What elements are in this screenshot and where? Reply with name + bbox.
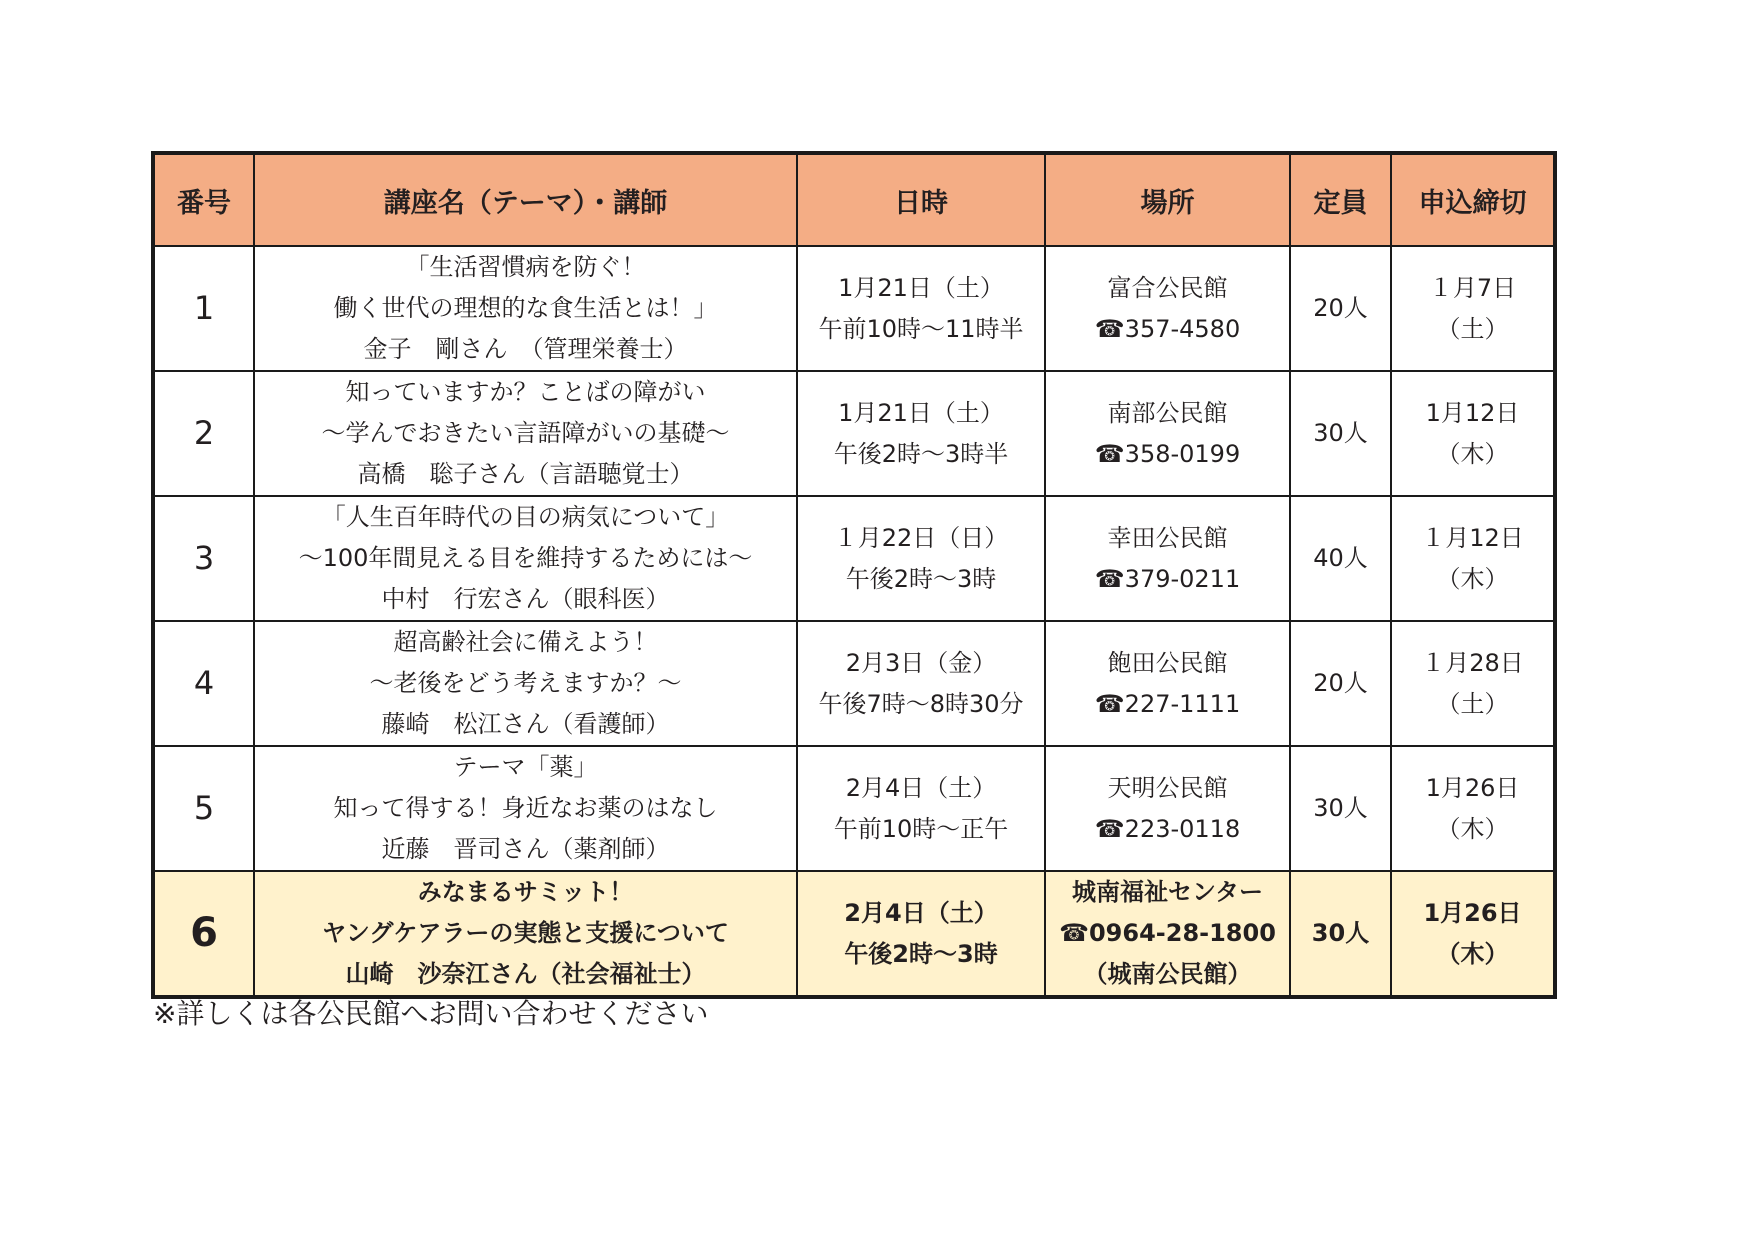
- venue-phone: [1046, 434, 1289, 475]
- date-text: 2月4日（土）: [845, 773, 997, 802]
- lecture-schedule-table: [151, 151, 1557, 999]
- course-instructor-line: 金子 剛さん （管理栄養士）: [363, 335, 688, 363]
- row-number: 6: [153, 871, 254, 997]
- deadline-weekday: （木）: [1436, 564, 1509, 593]
- deadline-weekday: （木）: [1436, 439, 1509, 468]
- course-title-line: 超高齢社会に備えよう！: [393, 628, 658, 656]
- venue-phone: [1046, 309, 1289, 350]
- table-row: [153, 496, 1555, 621]
- phone-icon: ☎: [1094, 564, 1125, 593]
- venue-name: 幸田公民館: [1107, 523, 1228, 552]
- row-number: 2: [153, 371, 254, 496]
- deadline-date: 1月12日: [1425, 398, 1520, 427]
- datetime-cell: [797, 371, 1045, 496]
- phone-number: 379-0211: [1124, 564, 1241, 593]
- table-row: [153, 371, 1555, 496]
- date-text: 1月21日（土）: [838, 398, 1004, 427]
- capacity-cell: 40人: [1290, 496, 1391, 621]
- capacity-cell: 30人: [1290, 871, 1391, 997]
- course-title-cell: [254, 496, 797, 621]
- deadline-cell: [1391, 871, 1555, 997]
- venue-note: （城南公民館）: [1083, 960, 1252, 988]
- course-title-cell: [254, 371, 797, 496]
- date-text: 1月21日（土）: [838, 273, 1004, 302]
- phone-number: 0964-28-1800: [1088, 919, 1276, 947]
- date-text: 2月4日（土）: [844, 898, 998, 927]
- venue-name: 富合公民館: [1107, 273, 1228, 302]
- table-row: [153, 746, 1555, 871]
- course-title-line: 「人生百年時代の目の病気について」: [321, 503, 730, 531]
- venue-cell: [1045, 371, 1290, 496]
- datetime-cell: [797, 246, 1045, 371]
- course-instructor-line: 山崎 沙奈江さん（社会福祉士）: [345, 960, 706, 988]
- header-capacity: 定員: [1290, 153, 1391, 246]
- table-row-highlighted: [153, 871, 1555, 997]
- phone-icon: ☎: [1059, 919, 1089, 947]
- deadline-cell: [1391, 746, 1555, 871]
- course-title-line: テーマ「薬」: [453, 753, 598, 781]
- venue-cell: [1045, 621, 1290, 746]
- header-datetime: 日時: [797, 153, 1045, 246]
- phone-number: 358-0199: [1124, 439, 1241, 468]
- deadline-date: １月12日: [1421, 523, 1524, 552]
- time-text: 午後2時～3時半: [833, 439, 1009, 468]
- header-course-title: 講座名（テーマ）・講師: [254, 153, 797, 246]
- phone-number: 357-4580: [1124, 314, 1241, 343]
- capacity-cell: 20人: [1290, 246, 1391, 371]
- course-instructor-line: 中村 行宏さん（眼科医）: [381, 585, 670, 613]
- time-text: 午後2時～3時: [844, 939, 998, 968]
- phone-number: 223-0118: [1124, 814, 1241, 843]
- venue-name: 天明公民館: [1107, 773, 1228, 802]
- course-title-line: ～学んでおきたい言語障がいの基礎～: [321, 419, 730, 447]
- venue-phone: [1046, 559, 1289, 600]
- phone-icon: ☎: [1094, 814, 1125, 843]
- venue-name: 南部公民館: [1107, 398, 1228, 427]
- deadline-date: １月28日: [1421, 648, 1524, 677]
- table-row: [153, 621, 1555, 746]
- table-header-row: [153, 153, 1555, 246]
- datetime-cell: [797, 621, 1045, 746]
- capacity-cell: 30人: [1290, 371, 1391, 496]
- course-title-cell: [254, 621, 797, 746]
- course-title-line: 知って得する！身近なお薬のはなし: [333, 794, 718, 822]
- course-title-line: ヤングケアラーの実態と支援について: [322, 919, 729, 947]
- phone-number: 227-1111: [1124, 689, 1241, 718]
- deadline-cell: [1391, 496, 1555, 621]
- course-title-line: 知っていますか？ことばの障がい: [345, 378, 706, 406]
- header-number: 番号: [153, 153, 254, 246]
- datetime-cell: [797, 871, 1045, 997]
- deadline-weekday: （木）: [1436, 814, 1509, 843]
- date-text: 2月3日（金）: [845, 648, 997, 677]
- deadline-cell: [1391, 371, 1555, 496]
- row-number: 3: [153, 496, 254, 621]
- course-title-cell: [254, 246, 797, 371]
- course-instructor-line: 藤崎 松江さん（看護師）: [381, 710, 670, 738]
- deadline-date: 1月26日: [1423, 898, 1522, 927]
- venue-cell: [1045, 496, 1290, 621]
- deadline-date: 1月26日: [1425, 773, 1520, 802]
- time-text: 午前10時～11時半: [818, 314, 1024, 343]
- table-row: [153, 246, 1555, 371]
- capacity-cell: 20人: [1290, 621, 1391, 746]
- capacity-cell: 30人: [1290, 746, 1391, 871]
- deadline-weekday: （土）: [1436, 314, 1509, 343]
- course-title-line: ～老後をどう考えますか？～: [369, 669, 682, 697]
- venue-phone: [1046, 809, 1289, 850]
- phone-icon: ☎: [1094, 314, 1125, 343]
- venue-phone: [1046, 913, 1289, 954]
- course-title-cell: [254, 746, 797, 871]
- course-title-line: みなまるサミット！: [417, 878, 634, 906]
- header-venue: 場所: [1045, 153, 1290, 246]
- date-text: １月22日（日）: [833, 523, 1009, 552]
- venue-name: 飽田公民館: [1107, 648, 1228, 677]
- course-instructor-line: 近藤 晋司さん（薬剤師）: [381, 835, 670, 863]
- deadline-weekday: （土）: [1436, 689, 1509, 718]
- header-deadline: 申込締切: [1391, 153, 1555, 246]
- row-number: 4: [153, 621, 254, 746]
- course-title-cell: [254, 871, 797, 997]
- time-text: 午前10時～正午: [833, 814, 1009, 843]
- venue-cell: [1045, 246, 1290, 371]
- course-title-line: ～100年間見える目を維持するためには～: [298, 544, 753, 572]
- venue-name: 城南福祉センター: [1071, 878, 1264, 906]
- deadline-weekday: （木）: [1436, 939, 1509, 968]
- venue-cell: [1045, 746, 1290, 871]
- course-title-line: 「生活習慣病を防ぐ！: [405, 253, 646, 281]
- row-number: 1: [153, 246, 254, 371]
- deadline-date: １月7日: [1428, 273, 1517, 302]
- course-title-line: 働く世代の理想的な食生活とは！」: [333, 294, 718, 322]
- course-instructor-line: 高橋 聡子さん（言語聴覚士）: [357, 460, 694, 488]
- phone-icon: ☎: [1094, 439, 1125, 468]
- datetime-cell: [797, 496, 1045, 621]
- time-text: 午後7時～8時30分: [818, 689, 1024, 718]
- time-text: 午後2時～3時: [845, 564, 997, 593]
- phone-icon: ☎: [1094, 689, 1125, 718]
- contact-footnote: ※詳しくは各公民館へお問い合わせください: [153, 997, 709, 1030]
- deadline-cell: [1391, 246, 1555, 371]
- venue-cell: [1045, 871, 1290, 997]
- deadline-cell: [1391, 621, 1555, 746]
- venue-phone: [1046, 684, 1289, 725]
- row-number: 5: [153, 746, 254, 871]
- datetime-cell: [797, 746, 1045, 871]
